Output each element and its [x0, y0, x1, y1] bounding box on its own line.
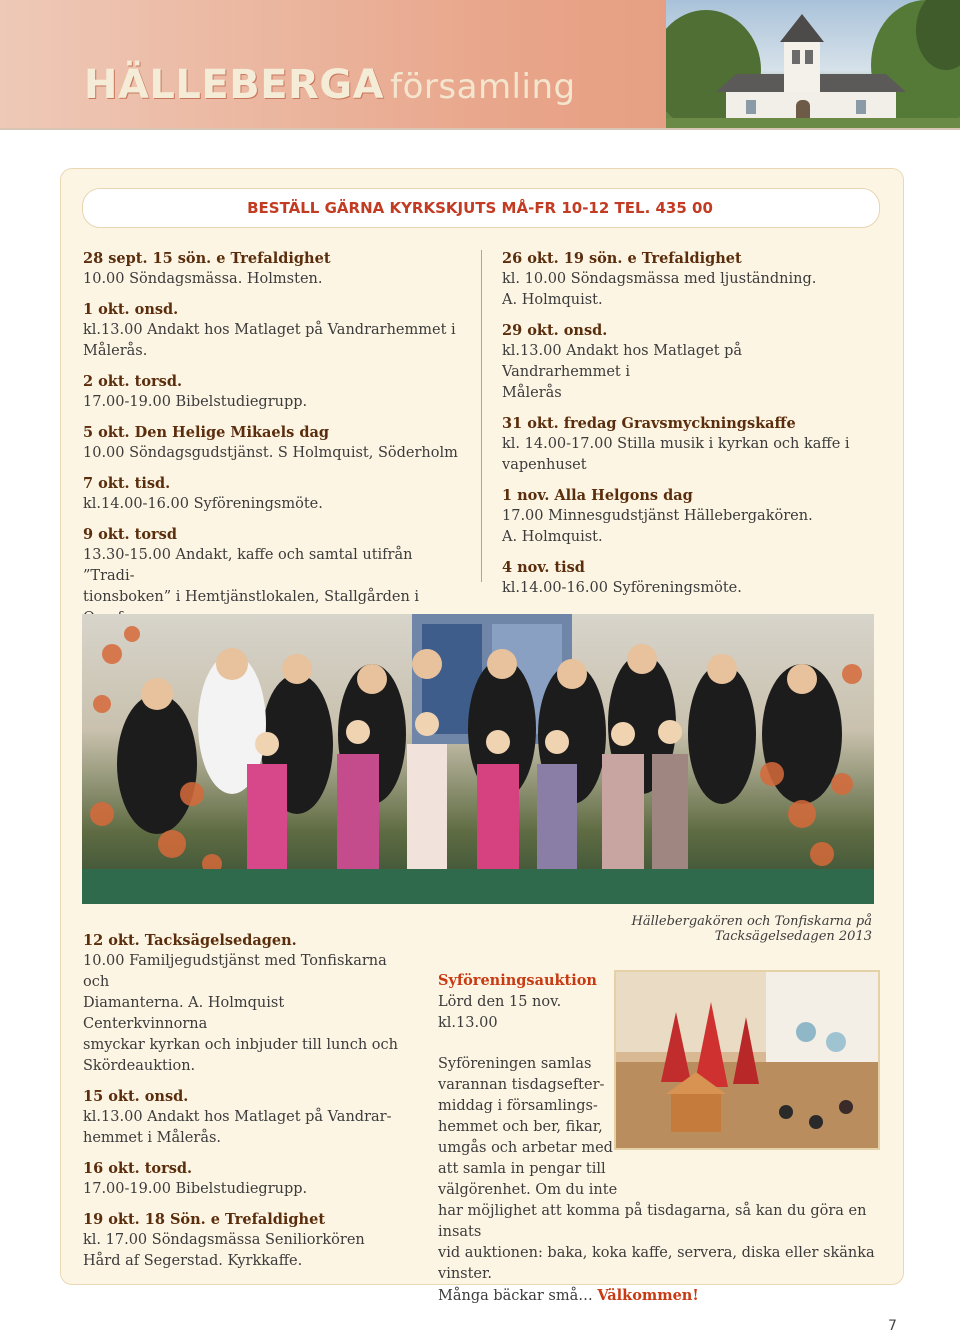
- auction-heading: Syföreningsauktion: [438, 972, 597, 989]
- event-heading: 12 okt. Tacksägelsedagen.: [83, 932, 297, 949]
- event-line: hemmet i Målerås.: [83, 1130, 222, 1146]
- event-line: A. Holmquist.: [502, 292, 603, 308]
- event-line: A. Holmquist.: [502, 529, 603, 545]
- auction-date: Lörd den 15 nov.: [438, 994, 562, 1010]
- auction-line: varannan tisdagsefter-: [438, 1077, 605, 1093]
- event-line: Diamanterna. A. Holmquist Centerkvinnorna: [83, 995, 285, 1032]
- auction-line: har möjlighet att komma på tisdagarna, så kan du göra en insats: [438, 1203, 867, 1240]
- event-heading: 19 okt. 18 Sön. e Trefaldighet: [83, 1211, 326, 1228]
- choir-photo-illustration: [82, 614, 874, 904]
- auction-line: middag i församlings-: [438, 1098, 598, 1114]
- event-line: Skördeauktion.: [83, 1058, 196, 1074]
- auction-time: kl.13.00: [438, 1015, 498, 1031]
- event-line: 17.00-19.00 Bibelstudiegrupp.: [83, 1181, 308, 1197]
- church-illustration: [666, 0, 960, 128]
- column-divider: [481, 250, 482, 582]
- event-entry: [83, 422, 463, 464]
- event-line: kl. 14.00-17.00 Stilla musik i kyrkan och kaffe i: [502, 436, 850, 452]
- event-heading: 31 okt. fredag Gravsmyckningskaffe: [502, 415, 796, 432]
- event-line: tionsboken” i Hemtjänstlokalen, Stallgården i: [83, 589, 420, 605]
- auction-line: hemmet och ber, fikar,: [438, 1119, 603, 1135]
- event-line: 10.00 Söndagsgudstjänst. S Holmquist, Söderholm: [83, 445, 458, 461]
- event-entry: [83, 930, 403, 1077]
- event-entry: [502, 485, 852, 548]
- event-line: vapenhuset: [502, 457, 587, 473]
- event-entry: [502, 413, 852, 476]
- photo-caption: Hällebergakören och Tonfiskarna på Tacksägelsedagen 2013: [631, 914, 872, 944]
- auction-line: vid auktionen: baka, koka kaffe, servera, diska eller skänka vinster.: [438, 1245, 875, 1282]
- auction-line: att samla in pengar till: [438, 1161, 606, 1177]
- event-line: 10.00 Söndagsmässa. Holmsten.: [83, 271, 323, 287]
- event-heading: 1 nov. Alla Helgons dag: [502, 487, 693, 504]
- event-line: 10.00 Familjegudstjänst med Tonfiskarna och: [83, 953, 387, 990]
- event-heading: 16 okt. torsd.: [83, 1160, 193, 1177]
- auction-closing: Många bäckar små…: [438, 1288, 598, 1304]
- church-transport-banner: BESTÄLL GÄRNA KYRKSKJUTS MÅ-FR 10-12 TEL. 435 00: [247, 199, 713, 217]
- event-line: kl.14.00-16.00 Syföreningsmöte.: [502, 580, 742, 596]
- event-line: Målerås: [502, 385, 562, 401]
- event-line: Hård af Segerstad. Kyrkkaffe.: [83, 1253, 303, 1269]
- auction-line: umgås och arbetar med: [438, 1140, 613, 1156]
- event-heading: 26 okt. 19 sön. e Trefaldighet: [502, 250, 742, 267]
- church-photo: [666, 0, 960, 128]
- event-heading: 4 nov. tisd: [502, 559, 585, 576]
- schedule-column-bottom-left: [83, 930, 403, 1281]
- event-entry: [83, 299, 463, 362]
- schedule-column-right: [502, 248, 852, 608]
- event-heading: 2 okt. torsd.: [83, 373, 183, 390]
- event-line: kl. 10.00 Söndagsmässa med ljuständning.: [502, 271, 817, 287]
- event-line: 17.00-19.00 Bibelstudiegrupp.: [83, 394, 308, 410]
- event-line: kl.13.00 Andakt hos Matlaget på Vandrarhemmet i: [502, 343, 743, 380]
- event-line: kl.13.00 Andakt hos Matlaget på Vandrarhemmet i: [83, 322, 456, 338]
- event-line: kl.13.00 Andakt hos Matlaget på Vandrar-: [83, 1109, 392, 1125]
- event-line: smyckar kyrkan och inbjuder till lunch och: [83, 1037, 398, 1053]
- event-entry: [83, 371, 463, 413]
- auction-line: välgörenhet. Om du inte: [438, 1182, 618, 1198]
- event-heading: 1 okt. onsd.: [83, 301, 179, 318]
- event-heading: 28 sept. 15 sön. e Trefaldighet: [83, 250, 331, 267]
- event-line: kl. 17.00 Söndagsmässa Seniliorkören: [83, 1232, 365, 1248]
- event-entry: [83, 1086, 403, 1149]
- page-title: [84, 62, 576, 108]
- event-entry: [83, 1158, 403, 1200]
- auction-notice: [438, 970, 878, 1316]
- event-line: kl.14.00-16.00 Syföreningsmöte.: [83, 496, 323, 512]
- event-entry: [83, 248, 463, 290]
- event-entry: [83, 473, 463, 515]
- event-entry: [502, 557, 852, 599]
- event-entry: [502, 248, 852, 311]
- choir-photo: [82, 614, 874, 904]
- event-heading: 7 okt. tisd.: [83, 475, 171, 492]
- event-heading: 15 okt. onsd.: [83, 1088, 189, 1105]
- event-heading: 9 okt. torsd: [83, 526, 177, 543]
- schedule-column-left: [83, 248, 463, 638]
- title-suffix: församling: [390, 67, 576, 107]
- welcome-text: Välkommen!: [597, 1287, 699, 1304]
- event-entry: [502, 320, 852, 404]
- page-number: 7: [888, 1318, 897, 1334]
- event-line: 13.30-15.00 Andakt, kaffe och samtal utifrån ”Tradi-: [83, 547, 413, 584]
- auction-line: Syföreningen samlas: [438, 1056, 592, 1072]
- event-heading: 5 okt. Den Helige Mikaels dag: [83, 424, 330, 441]
- auction-header: [438, 970, 878, 1034]
- auction-body: [438, 1054, 878, 1307]
- title-parish-name: HÄLLEBERGA: [84, 62, 385, 108]
- event-entry: [83, 1209, 403, 1272]
- event-heading: 29 okt. onsd.: [502, 322, 608, 339]
- event-line: 17.00 Minnesgudstjänst Hällebergakören.: [502, 508, 813, 524]
- event-line: Målerås.: [83, 343, 148, 359]
